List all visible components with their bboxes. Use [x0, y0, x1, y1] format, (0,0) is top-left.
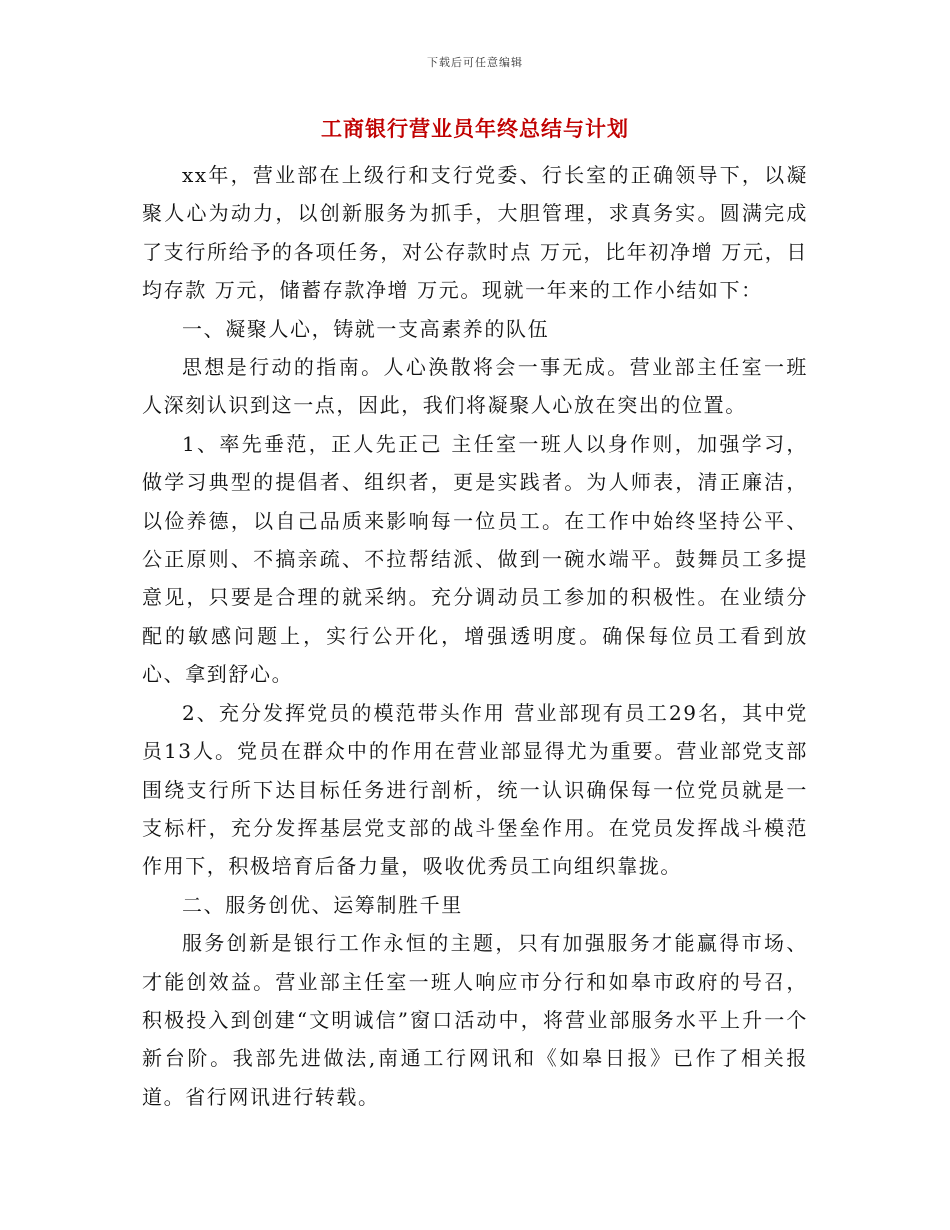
header-note: 下载后可任意编辑	[427, 56, 523, 69]
paragraph: 2、充分发挥党员的模范带头作用 营业部现有员工29名，其中党员13人。党员在群众中的作用在营业部显得尤为重要。营业部党支部围绕支行所下达目标任务进行剖析，统一认识确保每一位党员就是一支标杆，充分发挥基层党支部的战斗堡垒作用。在党员发挥战斗模范作用下，积极培育后备力量，吸收优秀员工向组织靠拢。	[142, 700, 808, 879]
section-heading-1: 一、凝聚人心，铸就一支高素养的队伍	[182, 316, 550, 341]
section-heading-2: 二、服务创优、运筹制胜千里	[182, 892, 463, 917]
paragraph: 服务创新是银行工作永恒的主题，只有加强服务才能赢得市场、才能创效益。营业部主任室一班人响应市分行和如皋市政府的号召，积极投入到创建“文明诚信”窗口活动中，将营业部服务水平上升一个新台阶。我部先进做法,南通工行网讯和《如皋日报》已作了相关报道。省行网讯进行转载。	[142, 931, 808, 1109]
paragraph: 1、率先垂范，正人先正己 主任室一班人以身作则，加强学习，做学习典型的提倡者、组织者，更是实践者。为人师表，清正廉洁，以俭养德，以自己品质来影响每一位员工。在工作中始终坚持公平、公正原则、不搞亲疏、不拉帮结派、做到一碗水端平。鼓舞员工多提意见，只要是合理的就采纳。充分调动员工参加的积极性。在业绩分配的敏感问题上，实行公开化，增强透明度。确保每位员工看到放心、拿到舒心。	[142, 431, 808, 687]
paragraph: 思想是行动的指南。人心涣散将会一事无成。营业部主任室一班人深刻认识到这一点，因此，我们将凝聚人心放在突出的位置。	[142, 355, 808, 418]
paragraph-intro: xx年，营业部在上级行和支行党委、行长室的正确领导下，以凝聚人心为动力，以创新服务为抓手，大胆管理，求真务实。圆满完成了支行所给予的各项任务，对公存款时点 万元，比年初净增 万元，日均存款 万元，储蓄存款净增 万元。现就一年来的工作小结如下：	[142, 163, 808, 303]
document-body	[142, 156, 808, 1116]
document-title: 工商银行营业员年终总结与计划	[321, 116, 629, 141]
